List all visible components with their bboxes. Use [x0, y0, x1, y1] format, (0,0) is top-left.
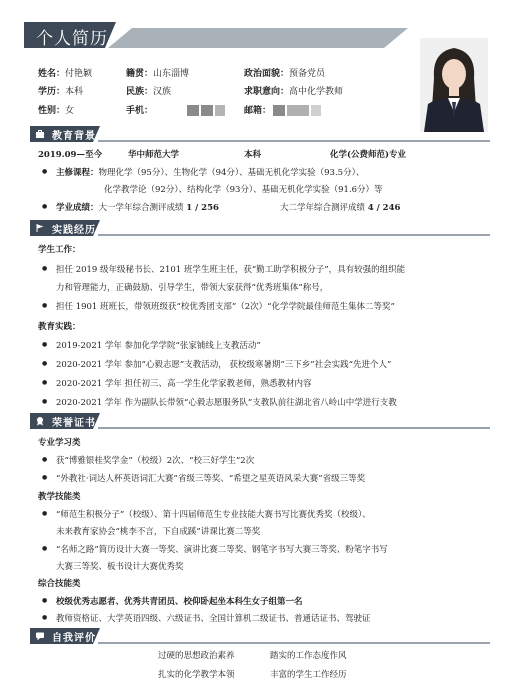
ethnic-label: 民族： — [126, 87, 154, 97]
email-redacted-3 — [311, 105, 321, 116]
phone-label: 手机： — [126, 106, 154, 116]
ethnic-value: 汉族 — [153, 87, 172, 97]
edu-row — [38, 84, 83, 97]
political-label: 政治面貌： — [244, 69, 290, 79]
origin-row — [126, 66, 189, 79]
section-practice — [30, 220, 490, 236]
origin-label: 籍贯： — [126, 69, 154, 79]
grade2-value: 4 / 246 — [367, 203, 401, 213]
grade2-item — [280, 201, 400, 213]
gender-label: 性别： — [38, 106, 66, 116]
gender-value: 女 — [65, 106, 75, 116]
skill-label: 教学技能类 — [38, 492, 81, 502]
name-label: 姓名： — [38, 69, 66, 79]
work-item-1: ● 担任 2019 级年级秘书长、2101 班学生班主任，获“勤工助学积极分子”，具有较强的组织能 — [56, 263, 405, 275]
chat-icon — [35, 631, 45, 641]
work-item-1-cont: 力和管理能力，正确鼓励、引导学生，带领大家获得“优秀班集体”称号， — [56, 283, 329, 293]
section-self — [30, 628, 490, 644]
section-title: 实践经历 — [52, 225, 96, 236]
self-point: 扎实的化学教学本领 — [158, 670, 235, 680]
section-divider — [98, 234, 490, 236]
practice-item: ● 2020-2021 学年 担任初三、高一学生化学家教老师，熟悉教材内容 — [56, 377, 312, 389]
edu-major: 化学(公费师范)专业 — [330, 150, 407, 160]
gender-row — [38, 103, 74, 116]
flag-icon — [35, 223, 45, 233]
name-row — [38, 66, 92, 79]
practice-item: ● 2019-2021 学年 参加化学学院“张家铺线上支教活动” — [56, 339, 261, 351]
ethnic-row — [126, 84, 171, 97]
self-point: 踏实的工作态度作风 — [270, 651, 347, 661]
edu-school: 华中师范大学 — [128, 150, 180, 160]
grades-label: 学业成绩： — [56, 203, 99, 213]
section-education — [30, 126, 490, 142]
phone-row — [126, 103, 225, 116]
study-item: ● 获“博雅银桂奖学金”（校级）2次、“校三好学生”2次 — [56, 454, 254, 466]
section-divider — [98, 642, 490, 644]
intent-label: 求职意向： — [244, 87, 290, 97]
courses-item — [56, 166, 364, 178]
phone-redacted-3 — [215, 105, 225, 116]
practice-item: ● 2020-2021 学年 作为副队长带领“心毅志愿服务队”支教队前往湖北省八岭山中学进行支教 — [56, 396, 397, 408]
grade1-value: 1 / 256 — [186, 203, 219, 213]
skill-item-1-cont: 未来教育家协会“桃李不言，下自成蹊”讲课比赛二等奖 — [56, 527, 261, 537]
study-label: 专业学习类 — [38, 438, 81, 448]
edu-value: 本科 — [65, 87, 84, 97]
edu-label: 学历： — [38, 87, 66, 97]
skill-item-2-cont: 大赛三等奖、板书设计大赛优秀奖 — [56, 562, 184, 572]
section-honors — [30, 413, 490, 429]
email-label: 邮箱： — [244, 106, 272, 116]
grade2-text: 大二学年综合测评成绩 — [280, 203, 366, 213]
work-item-2: ● 担任 1901 班班长，带领班级获“校优秀团支部”（2次）“化学学院最佳师范生集体二等奖” — [56, 300, 395, 312]
section-divider — [98, 427, 490, 429]
political-row — [244, 66, 325, 79]
self-point: 丰富的学生工作经历 — [270, 670, 347, 680]
practice-item: ● 2020-2021 学年 参加“心毅志愿”支教活动， 获校级寒暑期“三下乡”社会实践“先进个人” — [56, 358, 391, 370]
email-redacted-1 — [273, 105, 285, 116]
general-label: 综合技能类 — [38, 579, 81, 589]
profile-photo — [420, 38, 488, 132]
courses-label: 主修课程： — [56, 168, 99, 178]
briefcase-icon — [35, 129, 45, 139]
skill-item-2: ● “名师之路”简历设计大赛一等奖、演讲比赛二等奖、钢笔字书写大赛三等奖、粉笔字书写 — [56, 543, 388, 555]
courses-line1: 物理化学（95分）、生物化学（94分）、基础无机化学实验（93.5分）、 — [98, 168, 365, 178]
general-item: ● 教师资格证、大学英语四级、六级证书、全国计算机二级证书、普通话证书、驾驶证 — [56, 612, 371, 624]
section-divider — [98, 140, 490, 142]
name-value: 付艳颖 — [65, 69, 93, 79]
origin-value: 山东淄博 — [153, 69, 190, 79]
intent-value: 高中化学教师 — [289, 87, 344, 97]
intent-row — [244, 84, 343, 97]
email-redacted-2 — [287, 105, 309, 116]
study-item: ● “外教社·词达人杯英语词汇大赛”省级三等奖、“希望之星英语风采大赛”省级三等奖 — [56, 472, 365, 484]
edu-degree: 本科 — [244, 150, 262, 160]
medal-icon — [35, 416, 45, 426]
skill-item-1: ● “师范生积极分子”（校级）、第十四届师范生专业技能大赛书写比赛优秀奖（校级）、 — [56, 508, 371, 520]
section-title: 教育背景 — [52, 131, 96, 142]
phone-redacted-2 — [201, 105, 213, 116]
page-title: 个人简历 — [36, 29, 108, 49]
title-band-accent — [108, 28, 408, 48]
edu-practice-label: 教育实践： — [38, 322, 81, 332]
section-title: 荣誉证书 — [52, 418, 96, 429]
grades-item — [56, 201, 219, 213]
political-value: 预备党员 — [289, 69, 326, 79]
portrait-image — [420, 38, 488, 132]
grade1-text: 大一学年综合测评成绩 — [98, 203, 184, 213]
section-title: 自我评价 — [52, 633, 96, 644]
email-row — [244, 103, 321, 116]
work-label: 学生工作： — [38, 245, 81, 255]
self-point: 过硬的思想政治素养 — [158, 651, 235, 661]
general-item: ● 校级优秀志愿者、优秀共青团员、校仰卧起坐本科生女子组第一名 — [56, 595, 303, 607]
edu-period: 2019.09—至今 — [38, 150, 102, 160]
courses-line2: 化学教学论（92分）、结构化学（93分）、基础无机化学实验（91.6分）等 — [104, 185, 383, 195]
phone-redacted-1 — [187, 105, 199, 116]
